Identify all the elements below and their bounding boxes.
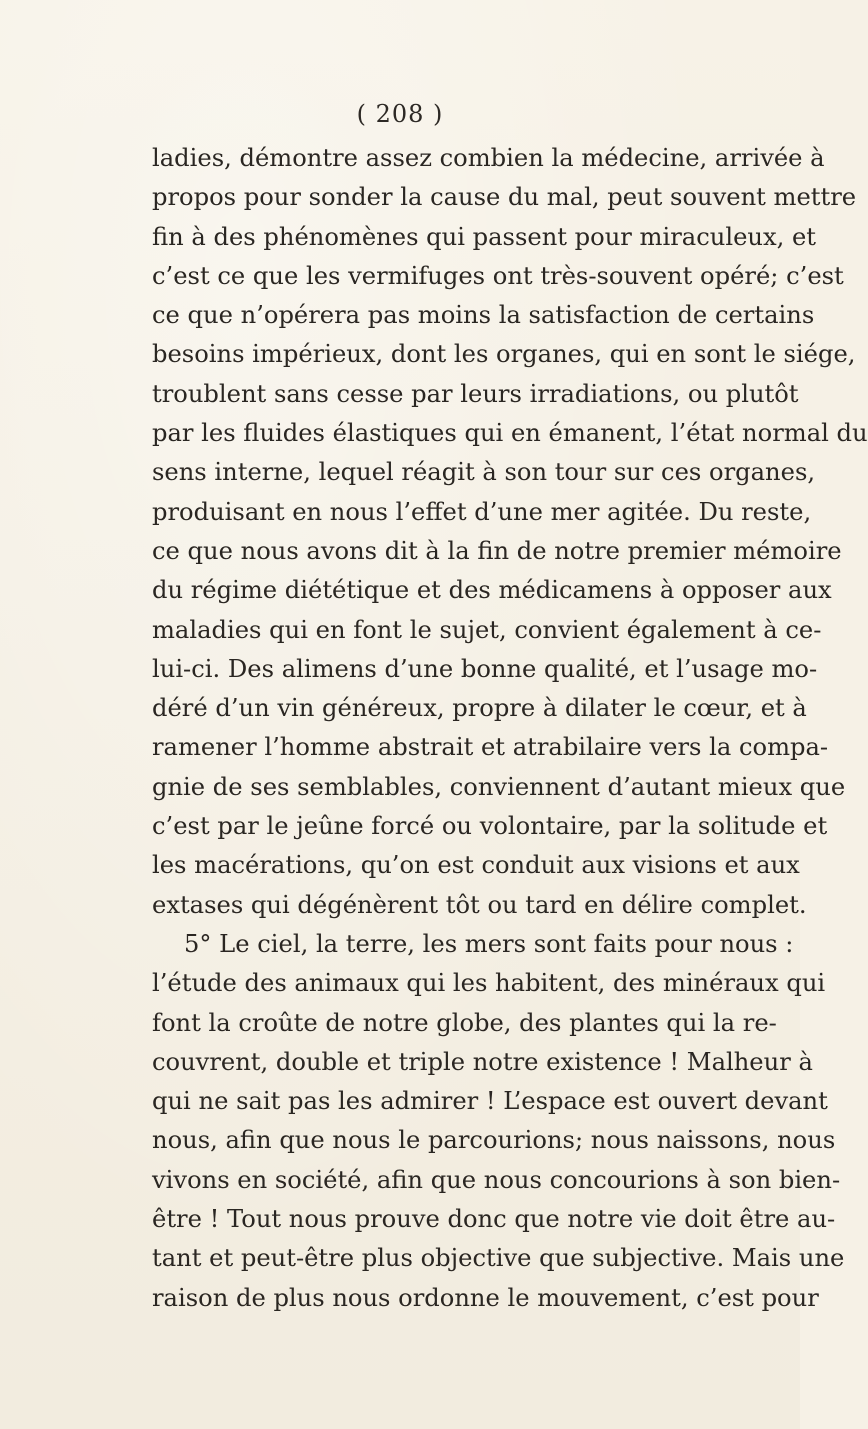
text-line: tant et peut-être plus objective que subjective. Mais une bbox=[152, 1244, 845, 1273]
text-line: c’est ce que les vermifuges ont très-souvent opéré; c’est bbox=[152, 261, 844, 290]
text-line: sens interne, lequel réagit à son tour sur ces organes, bbox=[152, 458, 816, 487]
text-line: ce que n’opérera pas moins la satisfaction de certains bbox=[152, 301, 815, 330]
text-line: les macérations, qu’on est conduit aux visions et aux bbox=[152, 851, 800, 880]
paragraph-end-line: extases qui dégénèrent tôt ou tard en délire complet. bbox=[152, 890, 807, 919]
text-line: propos pour sonder la cause du mal, peut souvent mettre bbox=[152, 183, 857, 212]
text-line: raison de plus nous ordonne le mouvement, c’est pour bbox=[152, 1283, 819, 1312]
text-line: du régime diététique et des médicamens à opposer aux bbox=[152, 576, 832, 605]
text-line: c’est par le jeûne forcé ou volontaire, par la solitude et bbox=[152, 812, 828, 841]
text-line: être ! Tout nous prouve donc que notre vie doit être au- bbox=[152, 1205, 836, 1234]
text-line: déré d’un vin généreux, propre à dilater le cœur, et à bbox=[152, 694, 807, 723]
text-line: par les fluides élastiques qui en émanent, l’état normal du bbox=[152, 419, 868, 448]
text-line: lui-ci. Des alimens d’une bonne qualité, et l’usage mo- bbox=[152, 654, 818, 683]
text-line: fin à des phénomènes qui passent pour miraculeux, et bbox=[152, 222, 817, 251]
text-line: nous, afin que nous le parcourions; nous naissons, nous bbox=[152, 1126, 836, 1155]
body-text bbox=[152, 139, 868, 1318]
page-number-header: ( 208 ) bbox=[356, 100, 444, 128]
text-line: ladies, démontre assez combien la médecine, arrivée à bbox=[152, 144, 825, 172]
text-line: l’étude des animaux qui les habitent, des minéraux qui bbox=[152, 969, 826, 998]
text-line: besoins impérieux, dont les organes, qui en sont le siége, bbox=[152, 340, 856, 369]
text-line: qui ne sait pas les admirer ! L’espace est ouvert devant bbox=[152, 1087, 828, 1116]
text-line: gnie de ses semblables, conviennent d’autant mieux que bbox=[152, 772, 846, 801]
text-line: produisant en nous l’effet d’une mer agitée. Du reste, bbox=[152, 497, 812, 526]
text-line: font la croûte de notre globe, des plantes qui la re- bbox=[152, 1008, 777, 1037]
text-line: troublent sans cesse par leurs irradiations, ou plutôt bbox=[152, 379, 799, 408]
text-line: couvrent, double et triple notre existence ! Malheur à bbox=[152, 1047, 813, 1076]
text-line: vivons en société, afin que nous concourions à son bien- bbox=[152, 1165, 841, 1194]
text-line: ramener l’homme abstrait et atrabilaire vers la compa- bbox=[152, 733, 829, 762]
text-line: maladies qui en font le sujet, convient également à ce- bbox=[152, 615, 822, 644]
paragraph-start-line: 5° Le ciel, la terre, les mers sont faits pour nous : bbox=[184, 929, 794, 958]
text-line: ce que nous avons dit à la fin de notre premier mémoire bbox=[152, 536, 842, 565]
